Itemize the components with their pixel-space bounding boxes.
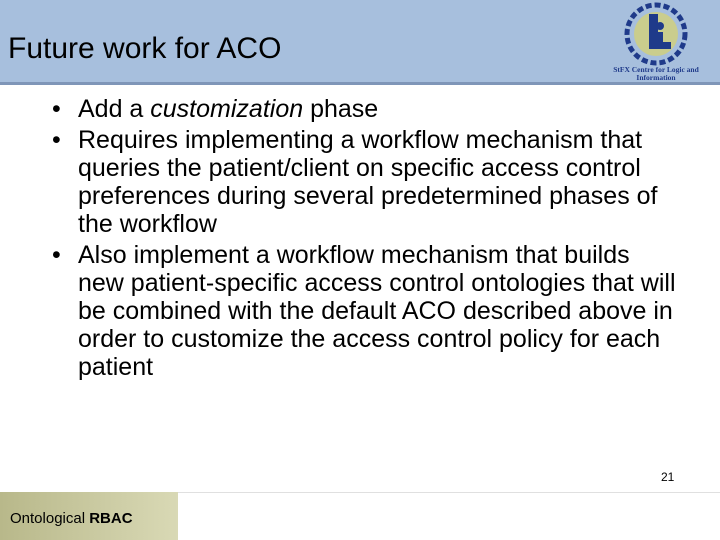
bullet-item [52,241,682,381]
page-number: 21 [661,470,675,484]
bullet-emphasis: customization [150,95,304,123]
logo-caption: StFX Centre for Logic and Information [613,65,699,82]
bullet-dot: • [52,95,61,123]
bullet-item [52,95,682,123]
footer-divider [178,492,720,493]
bullet-text: Requires implementing a workflow mechanism that queries the patient/client on specific access control preferences during several predetermined phases of the workflow [78,126,658,238]
centre-logo [600,0,712,82]
bullet-text-post: phase [303,95,379,123]
bullet-item [52,126,682,238]
centre-logo-icon [622,2,690,66]
footer-label [10,510,133,527]
bullet-dot: • [52,126,61,154]
bullet-dot: • [52,241,61,269]
footer-label-regular: Ontological [10,510,90,527]
bullet-text: Also implement a workflow mechanism that builds new patient-specific access control ontologies that will be combined with the default ACO described above in order to customize the access control policy for each patient [78,241,676,381]
bullet-list [52,95,682,384]
bullet-text-pre: Add a [78,95,151,123]
header-divider [0,82,720,85]
footer-label-bold: RBAC [89,510,133,527]
slide-title: Future work for ACO [8,32,282,65]
